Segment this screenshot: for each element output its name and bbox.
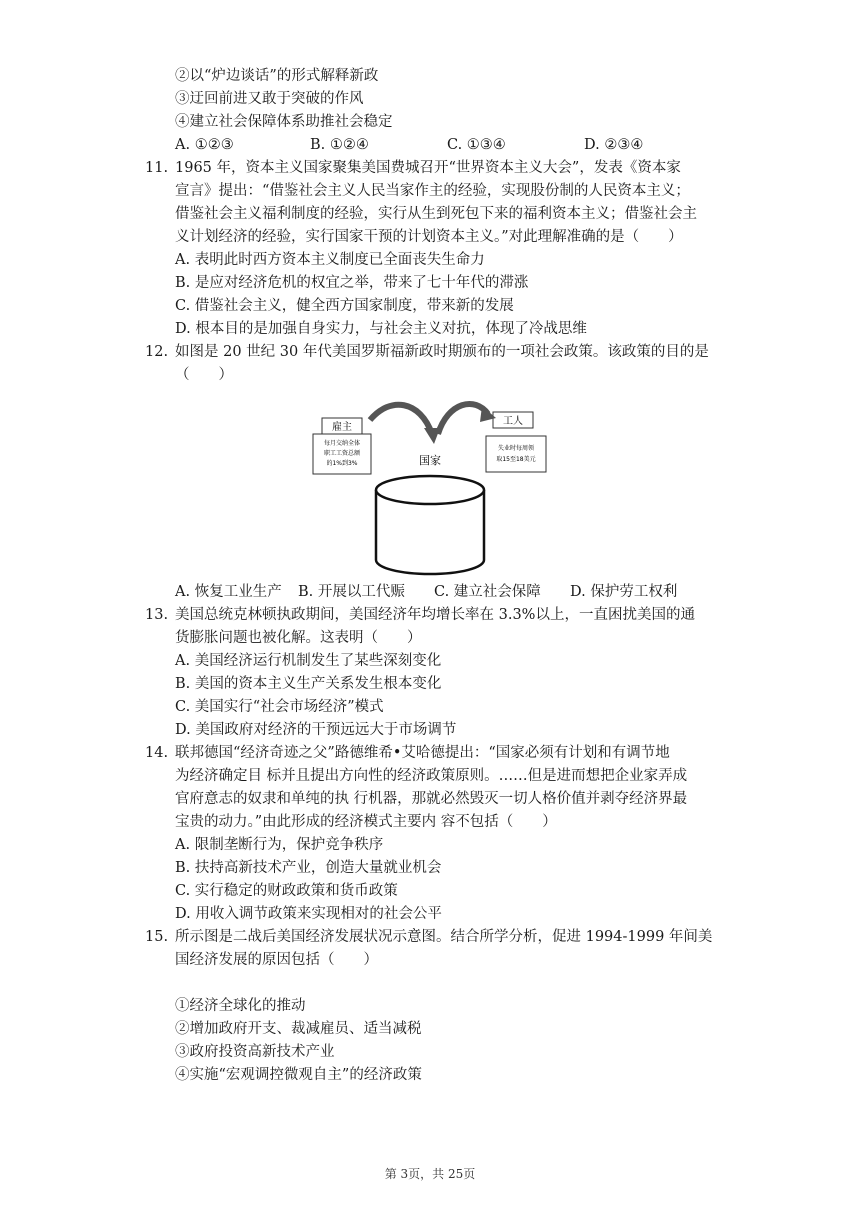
question-text-line: 1965 年，资本主义国家聚集美国费城召开“世界资本主义大会”，发表《资本家	[175, 160, 681, 176]
option-d: D. 保护劳工权利	[570, 584, 678, 600]
option-d: D. 根本目的是加强自身实力，与社会主义对抗，体现了冷战思维	[175, 321, 587, 337]
arrow-employer-to-state	[370, 405, 432, 434]
option-c: C. 美国实行“社会市场经济”模式	[175, 699, 384, 715]
option-a: A. 表明此时西方资本主义制度已全面丧失生命力	[175, 252, 485, 268]
question-text-line: 联邦德国“经济奇迹之父”路德维希•艾哈德提出：“国家必须有计划和有调节地	[175, 745, 670, 761]
worker-note-line: 取15至18美元	[496, 456, 536, 463]
page-footer: 第 3页，共 25页	[384, 1167, 476, 1181]
state-label: 国家	[419, 454, 441, 467]
question-text-line: 国经济发展的原因包括（ ）	[175, 952, 378, 968]
statement-item: ①经济全球化的推动	[175, 998, 306, 1014]
option-b: B. 扶持高新技术产业，创造大量就业机会	[175, 860, 442, 876]
option-c: C. 建立社会保障	[434, 584, 541, 600]
question-text-line: 美国总统克林顿执政期间，美国经济年均增长率在 3.3%以上，一直困扰美国的通	[175, 607, 695, 623]
question-text-line: 宣言》提出：“借鉴社会主义人民当家作主的经验，实现股份制的人民资本主义；	[175, 183, 690, 199]
option-c: C. 借鉴社会主义，健全西方国家制度，带来新的发展	[175, 298, 514, 314]
option-a: A. 限制垄断行为，保护竞争秩序	[175, 837, 384, 853]
question-number: 14.	[145, 745, 169, 761]
question-number: 11.	[145, 160, 169, 176]
question-number: 12.	[145, 344, 169, 360]
option-b: B. 美国的资本主义生产关系发生根本变化	[175, 676, 442, 692]
question-text-line: 货膨胀问题也被化解。这表明（ ）	[175, 630, 422, 646]
statement-item: ③政府投资高新技术产业	[175, 1044, 335, 1060]
statement-item: ④实施“宏观调控微观自主”的经济政策	[175, 1067, 422, 1083]
worker-label: 工人	[503, 416, 523, 427]
option-a: A. 美国经济运行机制发生了某些深刻变化	[175, 653, 442, 669]
question-text-line: （ ）	[175, 367, 233, 383]
question-number: 13.	[145, 607, 169, 623]
prev-option-d: D. ②③④	[584, 137, 644, 153]
employer-note-line: 每月交纳全体	[323, 440, 361, 447]
option-c: C. 实行稳定的财政政策和货币政策	[175, 883, 398, 899]
question-number: 15.	[145, 929, 169, 945]
prev-option-c: C. ①③④	[447, 137, 506, 153]
worker-note-box	[486, 436, 546, 472]
question-text-line: 宝贵的动力。”由此形成的经济模式主要内 容不包括（ ）	[175, 814, 557, 830]
question-text-line: 官府意志的奴隶和单纯的执 行机器，那就必然毁灭一切人格价值并剥夺经济界最	[175, 791, 688, 807]
prev-item-2: ②以“炉边谈话”的形式解释新政	[175, 68, 379, 84]
employer-note-line: 职工工资总额	[323, 450, 361, 457]
prev-item-4: ④建立社会保障体系助推社会稳定	[175, 114, 393, 130]
worker-note-line: 失业时每周领	[497, 445, 535, 452]
option-b: B. 是应对经济危机的权宜之举，带来了七十年代的滞涨	[175, 275, 529, 291]
question-text-line: 借鉴社会主义福利制度的经验，实行从生到死包下来的福利资本主义；借鉴社会主	[175, 206, 697, 222]
question-text-line: 义计划经济的经验，实行国家干预的计划资本主义。”对此理解准确的是（ ）	[175, 229, 683, 245]
option-a: A. 恢复工业生产	[175, 584, 282, 600]
prev-option-a: A. ①②③	[175, 137, 234, 153]
option-d: D. 用收入调节政策来实现相对的社会公平	[175, 906, 442, 922]
prev-option-b: B. ①②④	[310, 137, 369, 153]
question-text-line: 如图是 20 世纪 30 年代美国罗斯福新政时期颁布的一项社会政策。该政策的目的是	[175, 344, 709, 360]
statement-item: ②增加政府开支、裁减雇员、适当减税	[175, 1021, 422, 1037]
option-d: D. 美国政府对经济的干预远远大于市场调节	[175, 722, 457, 738]
prev-item-3: ③迂回前进又敢于突破的作风	[175, 91, 364, 107]
question-text-line: 为经济确定目 标并且提出方向性的经济政策原则。……但是进而想把企业家弄成	[175, 768, 688, 784]
social-security-diagram	[310, 398, 550, 576]
employer-note-line: 的1%到3%	[326, 460, 358, 467]
state-cylinder-top	[376, 476, 484, 504]
option-b: B. 开展以工代赈	[298, 584, 405, 600]
employer-label: 雇主	[332, 422, 352, 433]
question-text-line: 所示图是二战后美国经济发展状况示意图。结合所学分析，促进 1994-1999 年间美	[175, 929, 713, 945]
